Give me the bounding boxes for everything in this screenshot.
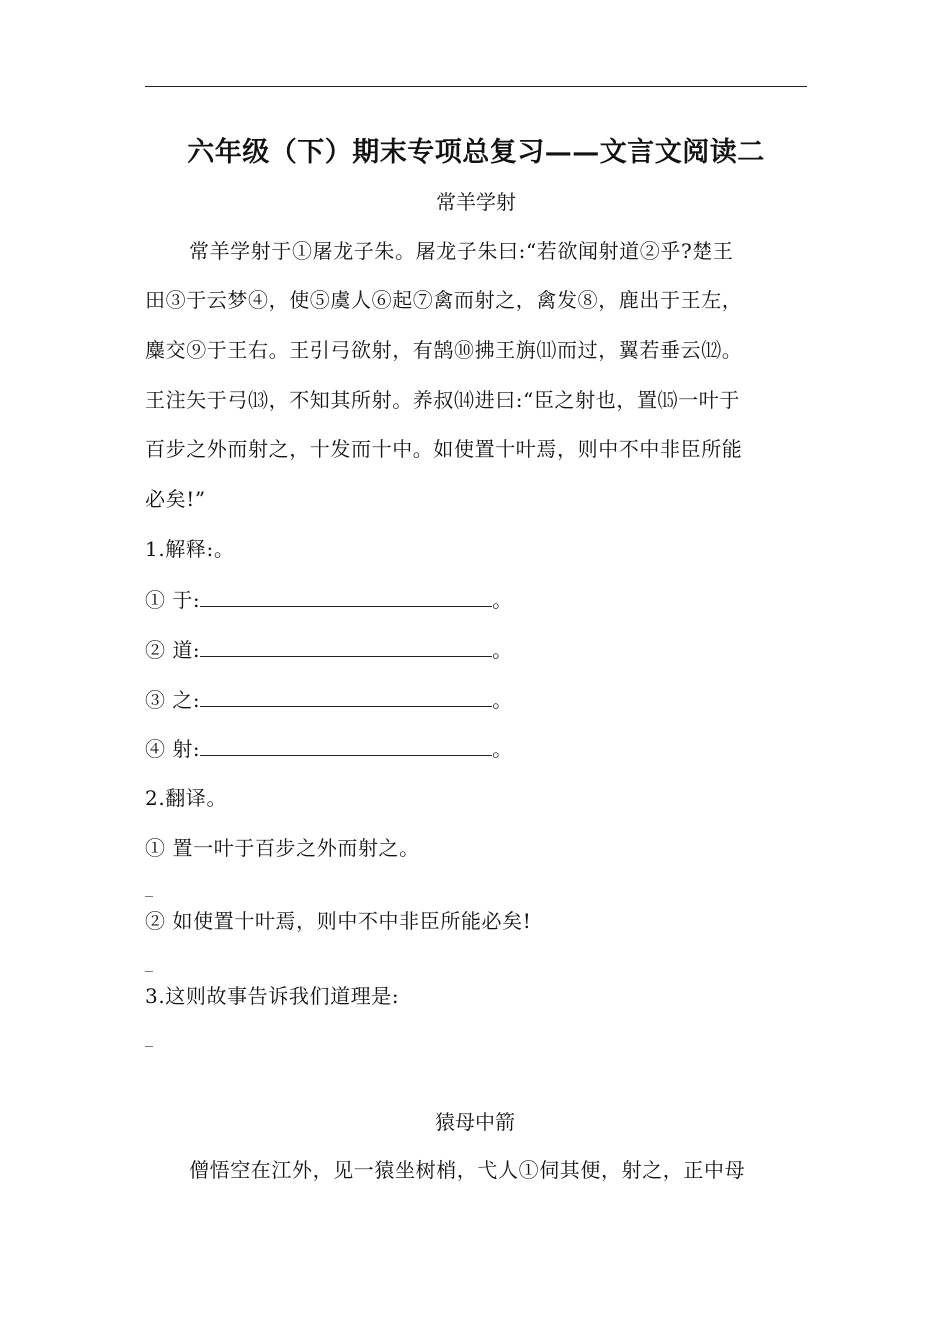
answer-blank[interactable]	[200, 586, 492, 607]
question1-item-label: ② 道:	[145, 638, 201, 662]
answer-line[interactable]: _	[145, 1028, 153, 1047]
question1-item-end: 。	[492, 688, 513, 712]
story1-line: 王注矢于弓⒀，不知其所射。养叔⒁进曰:“臣之射也，置⒂一叶于	[145, 388, 740, 412]
story1-line: 麋交⑨于王右。王引弓欲射，有鹄⑩拂王旃⑾而过，翼若垂云⑿。	[145, 338, 743, 362]
question1-item	[145, 735, 513, 762]
question1-item-end: 。	[492, 588, 513, 612]
question1-item	[145, 586, 513, 613]
question2-heading: 2.翻译。	[145, 786, 228, 810]
answer-blank[interactable]	[200, 735, 492, 756]
story1-line: 常羊学射于①屠龙子朱。屠龙子朱曰:“若欲闻射道②乎?楚王	[189, 239, 734, 263]
story1-line: 田③于云梦④，使⑤虞人⑥起⑦禽而射之，禽发⑧，鹿出于王左，	[145, 288, 743, 312]
question3-heading: 3.这则故事告诉我们道理是:	[145, 984, 400, 1008]
answer-blank[interactable]	[200, 686, 492, 707]
question1-item-label: ① 于:	[145, 588, 201, 612]
question2-item: ① 置一叶于百步之外而射之。	[145, 836, 420, 860]
story1-line: 必矣!”	[145, 487, 206, 511]
story1-line: 百步之外而射之，十发而十中。如使置十叶焉，则中不中非臣所能	[145, 437, 743, 461]
answer-line[interactable]: _	[145, 953, 153, 972]
story2-line: 僧悟空在江外，见一猿坐树梢，弋人①伺其便，射之，正中母	[189, 1158, 746, 1182]
story1-title: 常羊学射	[436, 190, 516, 214]
question1-item	[145, 636, 513, 663]
page-title: 六年级（下）期末专项总复习——文言文阅读二	[187, 137, 765, 168]
question1-item-end: 。	[492, 737, 513, 761]
story2-title: 猿母中箭	[435, 1110, 515, 1134]
question1-item-end: 。	[492, 638, 513, 662]
question1-heading: 1.解释:。	[145, 537, 235, 561]
question2-item: ② 如使置十叶焉，则中不中非臣所能必矣!	[145, 909, 532, 933]
document-page	[145, 0, 807, 1344]
question1-item-label: ③ 之:	[145, 688, 201, 712]
answer-blank[interactable]	[200, 636, 492, 657]
question1-item	[145, 686, 513, 713]
header-rule	[145, 86, 807, 87]
answer-line[interactable]: _	[145, 878, 153, 897]
question1-item-label: ④ 射:	[145, 737, 201, 761]
